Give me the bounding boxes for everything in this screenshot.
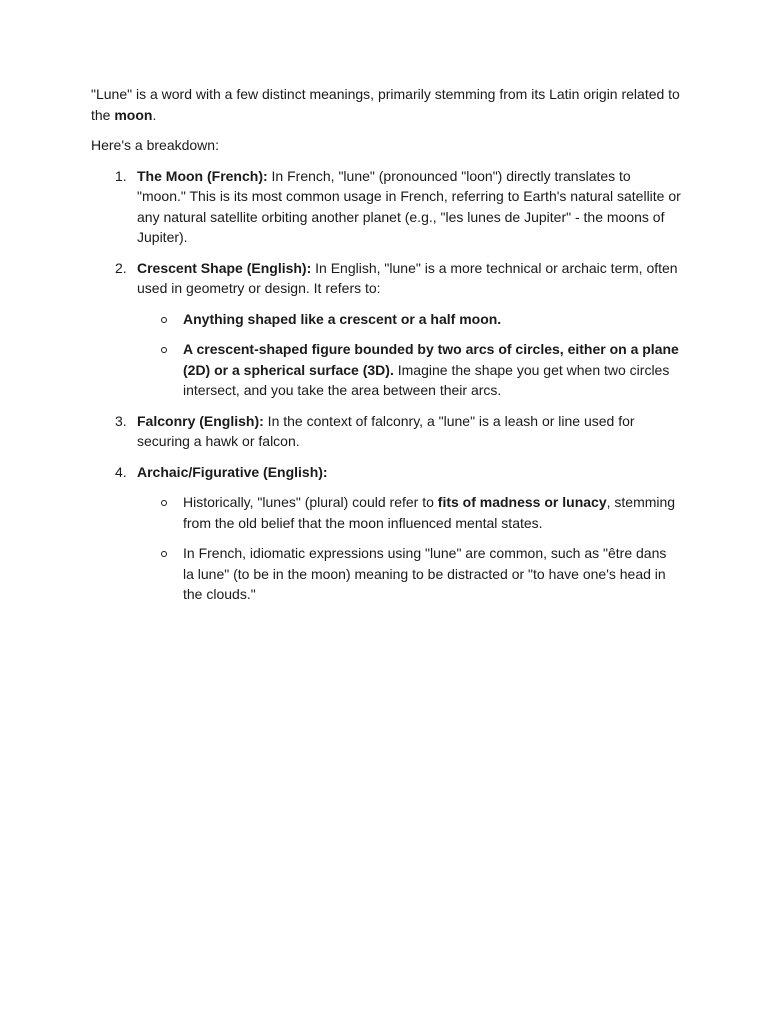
sub-list <box>137 492 681 605</box>
intro-bold: moon <box>114 106 153 123</box>
sub-list-item <box>137 492 681 533</box>
sub-list-item <box>137 339 681 401</box>
breakdown-label: Here's a breakdown: <box>91 137 219 153</box>
sub-item-text: Imagine the shape you get when two circles intersect, and you take the area between their arcs. <box>183 361 670 398</box>
sub-list-item <box>137 309 681 330</box>
sub-item-pre: In French, idiomatic expressions using "lune" are common, such as "être dans la lune" (to be in the moon) meaning to be distracted or "to have one's head in the clouds." <box>183 545 667 602</box>
item-text: In French, "lune" (pronounced "loon") directly translates to "moon." This is its most common usage in French, referring to Earth's natural satellite or any natural satellite orbiting another planet (e.g., "les lunes de Jupiter" - the moons of Jupiter). <box>137 167 681 245</box>
sub-list-item <box>137 543 681 605</box>
hollow-bullet-icon <box>161 500 167 506</box>
list-item <box>91 411 681 452</box>
meanings-list <box>91 166 681 605</box>
list-number: 2. <box>115 259 127 276</box>
document-body <box>91 84 681 615</box>
sub-item-bold: A crescent-shaped figure bounded by two arcs of circles, either on a plane (2D) or a spherical surface (3D). <box>183 341 679 378</box>
item-text: In English, "lune" is a more technical or archaic term, often used in geometry or design. It refers to: <box>137 259 678 296</box>
list-item <box>91 258 681 401</box>
hollow-bullet-icon <box>161 551 167 557</box>
item-title: Falconry (English): <box>137 412 264 429</box>
sub-item-bold: Anything shaped like a crescent or a half moon. <box>183 310 502 327</box>
sub-list <box>137 309 681 401</box>
sub-item-pre: Historically, "lunes" (plural) could refer to <box>183 494 438 510</box>
intro-tail: . <box>152 106 157 123</box>
item-title: The Moon (French): <box>137 167 268 184</box>
item-title: Crescent Shape (English): <box>137 259 312 276</box>
item-text: In the context of falconry, a "lune" is a leash or line used for securing a hawk or falcon. <box>137 412 635 449</box>
intro-text: "Lune" is a word with a few distinct meanings, primarily stemming from its Latin origin related to the <box>91 86 680 123</box>
hollow-bullet-icon <box>161 347 167 353</box>
list-number: 3. <box>115 412 127 429</box>
list-item <box>91 462 681 605</box>
hollow-bullet-icon <box>161 317 167 323</box>
sub-item-bold: fits of madness or lunacy <box>437 494 607 510</box>
list-number: 4. <box>115 463 127 480</box>
list-item <box>91 166 681 248</box>
list-number: 1. <box>115 167 127 184</box>
item-title: Archaic/Figurative (English): <box>137 463 328 480</box>
intro-paragraph <box>91 84 681 125</box>
sub-item-text: , stemming from the old belief that the moon influenced mental states. <box>183 494 676 531</box>
